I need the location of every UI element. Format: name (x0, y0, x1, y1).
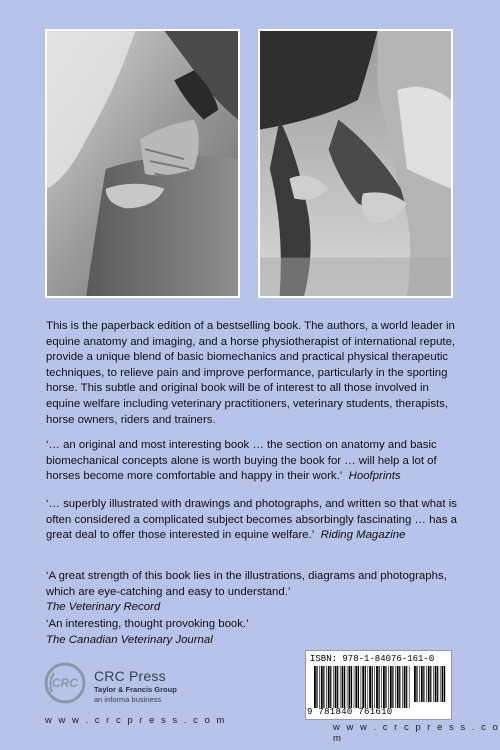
review-quote (46, 569, 458, 616)
review-quote (46, 497, 458, 544)
review-quote (46, 617, 458, 648)
review-quote (46, 438, 458, 485)
publisher-name: CRC Press (94, 668, 166, 684)
barcode-addon-icon (414, 666, 446, 702)
quote-text: ‘A great strength of this book lies in the illustrations, diagrams and photographs, which are eye-catching and easy to understand.’ (46, 570, 447, 598)
isbn-barcode (305, 650, 452, 720)
publisher-logo-block (44, 662, 244, 710)
ean-number: 9 781840 761610 (307, 707, 393, 717)
publisher-tagline: an informa business (94, 695, 162, 704)
description-text: This is the paperback edition of a bestselling book. The authors, a world leader in equine anatomy and imaging, and a horse physiotherapist of international repute, provide a unique blend of basic biomechanics and practical physical therapeutic techniques, to relieve pain and improve performance, particularly in the sporting horse. This subtle and original book will be of interest to all those involved in equine welfare including veterinary practitioners, veterinary students, therapists, horse owners, riders and trainers. (46, 320, 456, 426)
quote-source: Hoofprints (348, 470, 401, 483)
photo-hands-on-horse (45, 29, 240, 298)
crc-logo-icon (44, 662, 88, 704)
quote-text: ‘… an original and most interesting book … the section on anatomy and basic biomechanical concepts alone is worth buying the book for … will help a lot of horses become more comfortable and happy in their work.’ (46, 439, 437, 483)
crc-logo-text: CRC (52, 676, 78, 690)
barcode-url: w w w . c r c p r e s s . c o m (333, 722, 500, 744)
quote-source: Riding Magazine (320, 529, 406, 542)
leg-examination-photo-icon (260, 31, 451, 296)
quote-source: The Veterinary Record (46, 601, 161, 614)
barcode-icon (314, 666, 410, 708)
palpation-photo-icon (47, 31, 238, 296)
publisher-url: w w w . c r c p r e s s . c o m (45, 715, 227, 726)
quote-text: ‘… superbly illustrated with drawings and photographs, and written so that what is often considered a complicated subject becomes absorbingly fascinating … has a great deal to offer those interested in equine welfare.’ (46, 498, 457, 542)
photo-leg-examination (258, 29, 453, 298)
book-description (46, 319, 458, 428)
quote-source: The Canadian Veterinary Journal (46, 633, 213, 646)
quote-text: ‘An interesting, thought provoking book.’ (46, 618, 249, 630)
isbn-text: ISBN: 978-1-84076-161-0 (310, 654, 435, 664)
publisher-group: Taylor & Francis Group (94, 685, 177, 694)
